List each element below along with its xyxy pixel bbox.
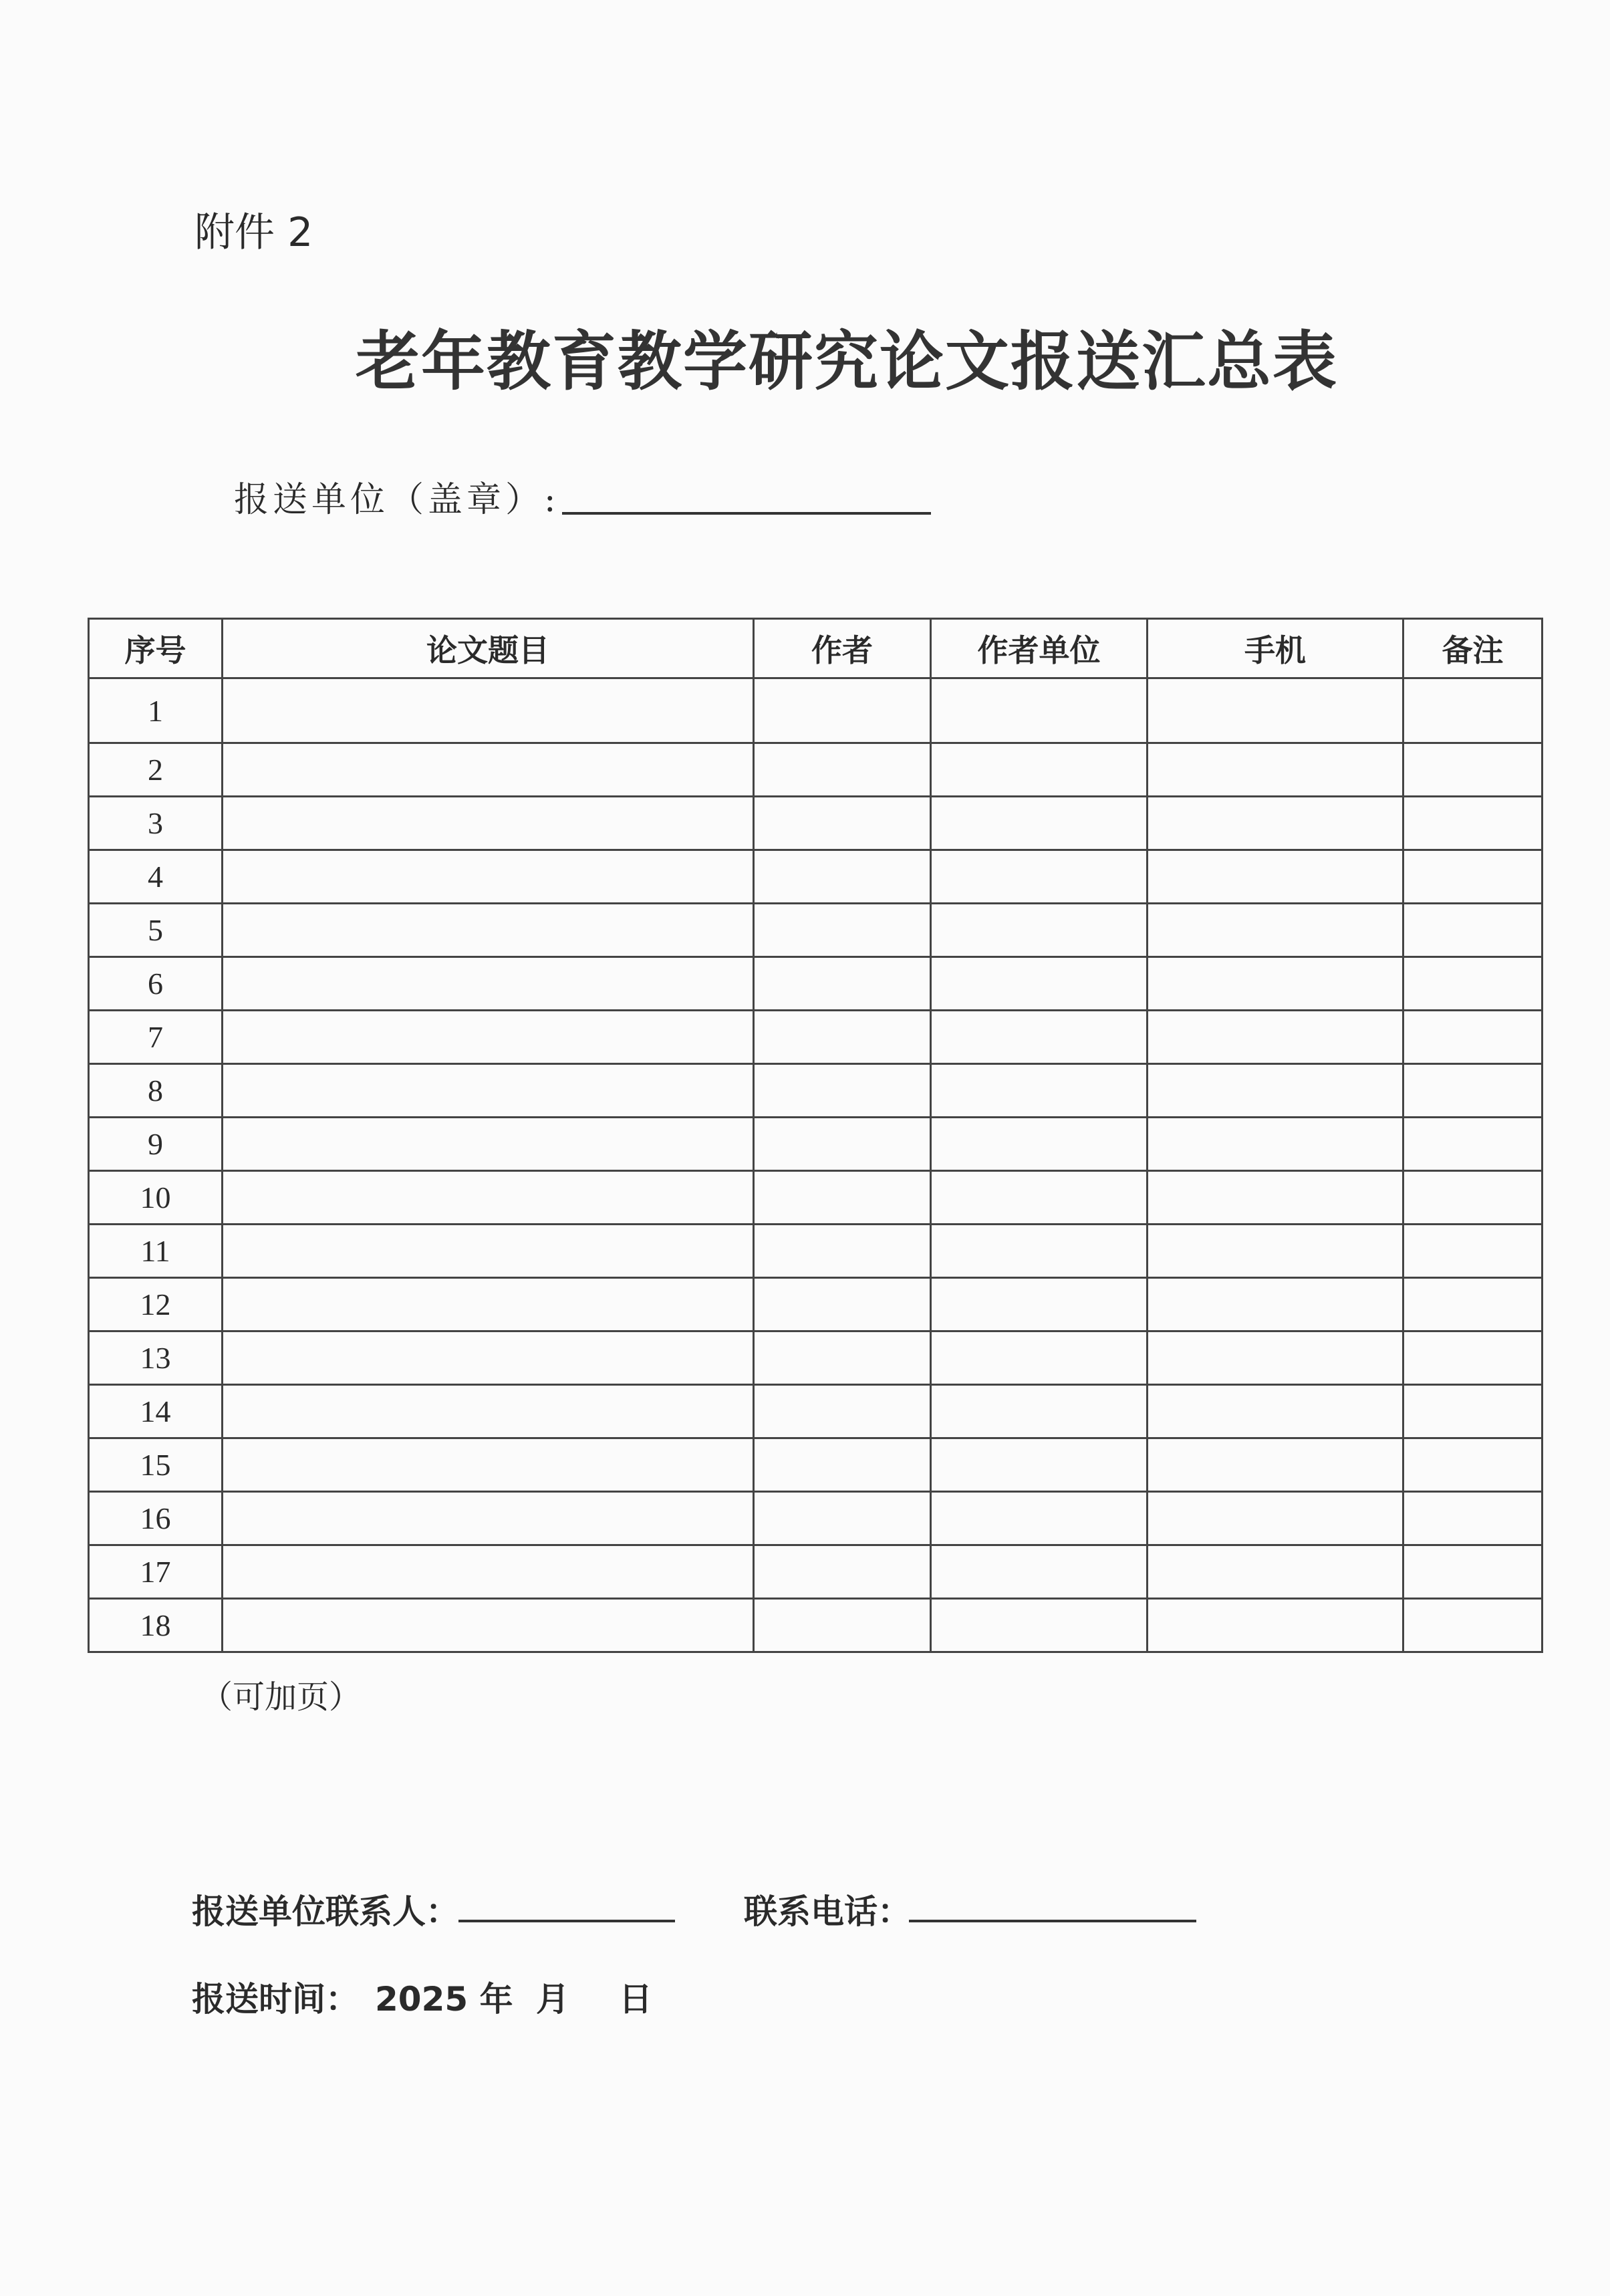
- author-cell[interactable]: [754, 957, 931, 1011]
- phone-cell[interactable]: [1148, 1438, 1403, 1492]
- phone-cell[interactable]: [1148, 1278, 1403, 1331]
- row-index: 16: [89, 1492, 223, 1545]
- remarks-cell[interactable]: [1403, 1492, 1542, 1545]
- row-index: 3: [89, 797, 223, 850]
- paper-title-cell[interactable]: [223, 678, 754, 743]
- phone-cell[interactable]: [1148, 1599, 1403, 1652]
- paper-title-cell[interactable]: [223, 850, 754, 904]
- remarks-cell[interactable]: [1403, 1545, 1542, 1599]
- phone-cell[interactable]: [1148, 1118, 1403, 1171]
- table-row: [89, 904, 1542, 957]
- add-page-note: （可加页）: [200, 1678, 362, 1716]
- submit-unit-label: 报送单位（盖章）:: [234, 480, 560, 520]
- author-unit-cell[interactable]: [931, 1599, 1148, 1652]
- remarks-cell[interactable]: [1403, 1118, 1542, 1171]
- row-index: 5: [89, 904, 223, 957]
- table-row: [89, 678, 1542, 743]
- author-cell[interactable]: [754, 1331, 931, 1385]
- phone-cell[interactable]: [1148, 1064, 1403, 1118]
- paper-title-cell[interactable]: [223, 1331, 754, 1385]
- attachment-label: 附件 2: [194, 209, 313, 256]
- table-row: [89, 850, 1542, 904]
- remarks-cell[interactable]: [1403, 1171, 1542, 1225]
- remarks-cell[interactable]: [1403, 743, 1542, 797]
- author-unit-cell[interactable]: [931, 797, 1148, 850]
- table-row: [89, 1118, 1542, 1171]
- paper-title-cell[interactable]: [223, 743, 754, 797]
- author-cell[interactable]: [754, 1599, 931, 1652]
- author-cell[interactable]: [754, 1011, 931, 1064]
- summary-table: [88, 618, 1543, 1653]
- phone-cell[interactable]: [1148, 1331, 1403, 1385]
- phone-cell[interactable]: [1148, 1011, 1403, 1064]
- author-cell[interactable]: [754, 797, 931, 850]
- remarks-cell[interactable]: [1403, 1011, 1542, 1064]
- author-cell[interactable]: [754, 1545, 931, 1599]
- paper-title-cell[interactable]: [223, 1492, 754, 1545]
- phone-cell[interactable]: [1148, 743, 1403, 797]
- row-index: 8: [89, 1064, 223, 1118]
- table-row: [89, 1385, 1542, 1438]
- paper-title-cell[interactable]: [223, 797, 754, 850]
- phone-cell[interactable]: [1148, 850, 1403, 904]
- author-unit-cell[interactable]: [931, 1438, 1148, 1492]
- paper-title-cell[interactable]: [223, 1171, 754, 1225]
- author-unit-cell[interactable]: [931, 1545, 1148, 1599]
- phone-label: 联系电话：: [744, 1892, 911, 1931]
- author-cell[interactable]: [754, 1492, 931, 1545]
- author-cell[interactable]: [754, 1225, 931, 1278]
- row-index: 11: [89, 1225, 223, 1278]
- author-unit-cell[interactable]: [931, 1225, 1148, 1278]
- table-row: [89, 1492, 1542, 1545]
- phone-field[interactable]: [909, 1920, 1196, 1922]
- page-title: 老年教育教学研究论文报送汇总表: [356, 324, 1338, 399]
- phone-cell[interactable]: [1148, 1385, 1403, 1438]
- header-index: 序号: [89, 619, 223, 678]
- header-author: 作者: [754, 619, 931, 678]
- row-index: 12: [89, 1278, 223, 1331]
- author-unit-cell[interactable]: [931, 1278, 1148, 1331]
- table-row: [89, 1064, 1542, 1118]
- row-index: 15: [89, 1438, 223, 1492]
- author-cell[interactable]: [754, 678, 931, 743]
- author-cell[interactable]: [754, 1438, 931, 1492]
- author-unit-cell[interactable]: [931, 904, 1148, 957]
- table-row: [89, 1545, 1542, 1599]
- author-unit-cell[interactable]: [931, 1064, 1148, 1118]
- remarks-cell[interactable]: [1403, 904, 1542, 957]
- author-unit-cell[interactable]: [931, 1011, 1148, 1064]
- paper-title-cell[interactable]: [223, 1064, 754, 1118]
- remarks-cell[interactable]: [1403, 678, 1542, 743]
- paper-title-cell[interactable]: [223, 1438, 754, 1492]
- table-row: [89, 1599, 1542, 1652]
- author-cell[interactable]: [754, 1278, 931, 1331]
- time-label: 报送时间：: [192, 1980, 359, 2019]
- row-index: 14: [89, 1385, 223, 1438]
- author-unit-cell[interactable]: [931, 850, 1148, 904]
- paper-title-cell[interactable]: [223, 1545, 754, 1599]
- row-index: 17: [89, 1545, 223, 1599]
- header-author-unit: 作者单位: [931, 619, 1148, 678]
- phone-cell[interactable]: [1148, 1225, 1403, 1278]
- paper-title-cell[interactable]: [223, 1011, 754, 1064]
- author-unit-cell[interactable]: [931, 1385, 1148, 1438]
- table-row: [89, 1278, 1542, 1331]
- remarks-cell[interactable]: [1403, 1385, 1542, 1438]
- header-remarks: 备注: [1403, 619, 1542, 678]
- remarks-cell[interactable]: [1403, 1599, 1542, 1652]
- paper-title-cell[interactable]: [223, 1385, 754, 1438]
- author-cell[interactable]: [754, 743, 931, 797]
- author-cell[interactable]: [754, 1064, 931, 1118]
- remarks-cell[interactable]: [1403, 1225, 1542, 1278]
- paper-title-cell[interactable]: [223, 1118, 754, 1171]
- remarks-cell[interactable]: [1403, 1278, 1542, 1331]
- paper-title-cell[interactable]: [223, 957, 754, 1011]
- author-cell[interactable]: [754, 1385, 931, 1438]
- phone-cell[interactable]: [1148, 904, 1403, 957]
- table-row: [89, 1011, 1542, 1064]
- table-row: [89, 1225, 1542, 1278]
- day-label: 日: [619, 1980, 652, 2019]
- phone-cell[interactable]: [1148, 678, 1403, 743]
- author-unit-cell[interactable]: [931, 1118, 1148, 1171]
- row-index: 2: [89, 743, 223, 797]
- month-label: 月: [536, 1980, 569, 2019]
- author-cell[interactable]: [754, 1171, 931, 1225]
- author-unit-cell[interactable]: [931, 1492, 1148, 1545]
- author-unit-cell[interactable]: [931, 743, 1148, 797]
- remarks-cell[interactable]: [1403, 850, 1542, 904]
- header-paper-title: 论文题目: [223, 619, 754, 678]
- author-unit-cell[interactable]: [931, 1331, 1148, 1385]
- contact-field[interactable]: [458, 1920, 675, 1922]
- row-index: 7: [89, 1011, 223, 1064]
- paper-title-cell[interactable]: [223, 904, 754, 957]
- submit-unit-field[interactable]: [562, 512, 931, 515]
- table-row: [89, 957, 1542, 1011]
- author-cell[interactable]: [754, 850, 931, 904]
- table-row: [89, 1171, 1542, 1225]
- paper-title-cell[interactable]: [223, 1278, 754, 1331]
- author-cell[interactable]: [754, 1118, 931, 1171]
- row-index: 9: [89, 1118, 223, 1171]
- table-header-row: [89, 619, 1542, 678]
- row-index: 6: [89, 957, 223, 1011]
- remarks-cell[interactable]: [1403, 1064, 1542, 1118]
- contact-label: 报送单位联系人：: [192, 1892, 459, 1931]
- row-index: 13: [89, 1331, 223, 1385]
- row-index: 18: [89, 1599, 223, 1652]
- remarks-cell[interactable]: [1403, 1438, 1542, 1492]
- remarks-cell[interactable]: [1403, 1331, 1542, 1385]
- author-unit-cell[interactable]: [931, 1171, 1148, 1225]
- row-index: 4: [89, 850, 223, 904]
- table-row: [89, 797, 1542, 850]
- row-index: 10: [89, 1171, 223, 1225]
- phone-cell[interactable]: [1148, 797, 1403, 850]
- row-index: 1: [89, 678, 223, 743]
- year-value: 2025 年: [375, 1980, 513, 2019]
- table-row: [89, 1331, 1542, 1385]
- paper-title-cell[interactable]: [223, 1599, 754, 1652]
- remarks-cell[interactable]: [1403, 957, 1542, 1011]
- phone-cell[interactable]: [1148, 1545, 1403, 1599]
- author-unit-cell[interactable]: [931, 957, 1148, 1011]
- phone-cell[interactable]: [1148, 1171, 1403, 1225]
- author-cell[interactable]: [754, 904, 931, 957]
- header-phone: 手机: [1148, 619, 1403, 678]
- paper-title-cell[interactable]: [223, 1225, 754, 1278]
- phone-cell[interactable]: [1148, 1492, 1403, 1545]
- phone-cell[interactable]: [1148, 957, 1403, 1011]
- table-row: [89, 743, 1542, 797]
- remarks-cell[interactable]: [1403, 797, 1542, 850]
- table-row: [89, 1438, 1542, 1492]
- author-unit-cell[interactable]: [931, 678, 1148, 743]
